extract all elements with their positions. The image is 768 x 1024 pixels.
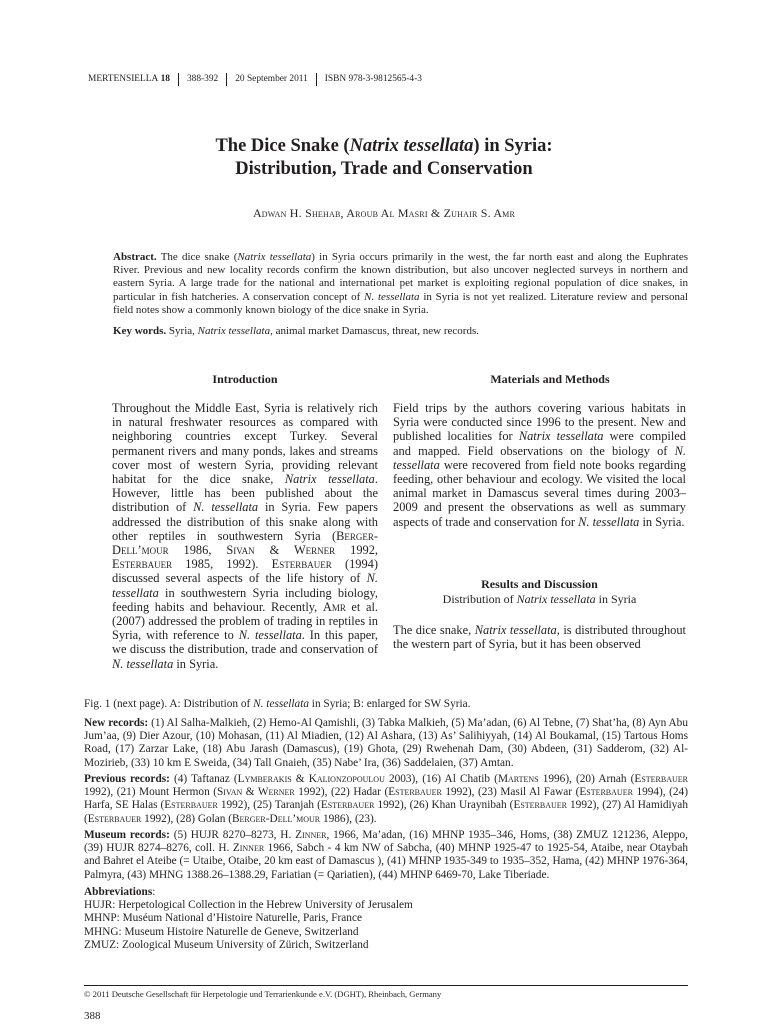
section-heading-results: Results and Discussion bbox=[481, 577, 598, 591]
keywords bbox=[113, 325, 688, 338]
species-name: Natrix tessellata bbox=[237, 251, 312, 263]
citation-author: Berger-Dell’mour bbox=[232, 812, 321, 825]
citation-author: Esterbauer bbox=[271, 557, 332, 572]
body-text: 1985, 1992). bbox=[172, 557, 272, 572]
caption-text: in Syria; B: enlarged for SW Syria. bbox=[308, 698, 471, 710]
species-name: N. tessellata bbox=[238, 628, 302, 643]
collector-name: Zinner bbox=[295, 829, 327, 841]
records-text: 1994), (24) Harfa, SE Halas ( bbox=[84, 786, 688, 812]
species-name: Natrix tessellata bbox=[516, 592, 596, 606]
introduction-paragraph bbox=[112, 401, 378, 671]
records-text: (5) HUJR 8270–8273, H. bbox=[169, 829, 296, 841]
citation-author: Esterbauer bbox=[388, 786, 442, 799]
keywords-text: , animal market Damascus, threat, new records. bbox=[270, 325, 479, 337]
citation-author: Esterbauer bbox=[579, 786, 633, 799]
body-text: in Syria. Few papers addressed the distribution of this snake along with other reptiles in southwestern Syria ( bbox=[112, 500, 379, 543]
abstract bbox=[113, 251, 688, 317]
species-name: Natrix tessellata bbox=[518, 429, 604, 444]
author-list: Adwan H. Shehab, Aroub Al Masri & Zuhair S. Amr bbox=[252, 206, 516, 220]
new-records-text: (1) Al Salha-Malkieh, (2) Hemo-Al Qamishli, (3) Tabka Malkieh, (5) Ma’adan, (6) Al Tebne, (7) Shat’ha, (8) Ayn Abu Jum’aa, (9) Dier Azour, (10) Mohasan, (11) Al Miadien, (12) Al Ashara, (13) As’ Salihiyyah, (14) Al Boukamal, (15) Tartous Homs Road, (17) Zarzar Lake, (18) Abu Jarash (Damascus), (19) Ghota, (29) Rwehenah Dam, (30) Abdeen, (31) Sadderom, (32) Al-Mozirieb, (33) 10 km E Sweida, (34) Tall Gnaieh, (35) Nabe’ Ira, (36) Saddelaien, (37) Amtan. bbox=[84, 717, 688, 769]
museum-records-list bbox=[84, 829, 688, 882]
keywords-text: Syria, bbox=[166, 325, 198, 337]
records-text: , 1966, Ma’adan, (16) MHNP 1935–346, Homs, (38) ZMUZ 121236, Aleppo, (39) HUJR 8274–8276, coll. H. bbox=[84, 829, 689, 855]
title-text: ) in Syria: bbox=[473, 136, 553, 156]
records-text: 1996), (20) Arnah ( bbox=[538, 773, 635, 785]
records-text: 1986), (23). bbox=[320, 812, 377, 825]
species-name: N. tessellata bbox=[393, 443, 686, 472]
subheading-text: in Syria bbox=[595, 592, 637, 606]
page-range: 388-392 bbox=[186, 74, 219, 84]
records-text: 1992), (22) Hadar ( bbox=[294, 786, 389, 799]
species-name: N. tessellata bbox=[112, 656, 174, 671]
collector-name: Zinner bbox=[232, 842, 265, 855]
records-text: 2003), (16) Al Chatib ( bbox=[384, 773, 498, 785]
species-name: N. tessellata bbox=[253, 698, 309, 710]
section-heading-methods: Materials and Methods bbox=[490, 372, 610, 386]
body-text: 1986, bbox=[168, 543, 227, 558]
species-name: N. tessellata bbox=[112, 571, 378, 600]
body-text: . In this paper, we discuss the distribution, trade and conservation of bbox=[112, 628, 378, 657]
isbn: ISBN 978-3-9812565-4-3 bbox=[324, 74, 422, 84]
abbreviations-heading bbox=[84, 886, 688, 899]
figure-caption bbox=[84, 698, 688, 711]
section-heading-introduction: Introduction bbox=[212, 372, 278, 386]
body-text: Field trips by the authors covering various habitats in Syria were conducted since 1996 to the present. New and published localities for bbox=[393, 401, 686, 444]
abbreviations-label: Abbreviations bbox=[84, 886, 153, 898]
body-text: were compiled and mapped. Field observations on the biology of bbox=[393, 429, 686, 458]
records-text: 1992), (21) Mount Hermon ( bbox=[84, 786, 217, 799]
results-paragraph bbox=[393, 623, 686, 651]
body-text: in southwestern Syria including biology, feeding habits and behaviour. Recently, bbox=[112, 585, 378, 614]
abstract-label: Abstract. bbox=[113, 251, 157, 263]
records-text: (4) Taftanaz ( bbox=[169, 773, 238, 785]
body-text: in Syria. bbox=[173, 656, 219, 671]
methods-paragraph bbox=[393, 401, 686, 529]
keywords-label: Key words. bbox=[113, 325, 167, 337]
citation-author: Lymberakis & Kalionzopoulou bbox=[237, 773, 385, 785]
body-text: were recovered from field note books regarding feeding, other behaviour and ecology. We visited the local animal market in Damascus several times during 2003–2009 and present the observations as well as summary aspects of trade and conservation for bbox=[393, 457, 686, 529]
new-records-list bbox=[84, 717, 688, 770]
species-name: Natrix tessellata bbox=[474, 623, 557, 637]
body-text: et al. (2007) addressed the problem of trading in reptiles in Syria, with reference to bbox=[112, 599, 378, 643]
new-records-label: New records: bbox=[84, 717, 149, 729]
species-name: N. tessellata bbox=[193, 500, 259, 515]
citation-author: Esterbauer bbox=[634, 773, 688, 785]
title-line-2: Distribution, Trade and Conservation bbox=[235, 159, 533, 179]
citation-author: Berger-Dell’mour bbox=[112, 528, 378, 558]
citation-author: Esterbauer bbox=[164, 799, 218, 812]
header-divider bbox=[178, 73, 179, 86]
records-text: 1992), (26) Khan Uraynibah ( bbox=[374, 799, 514, 812]
citation-author: Martens bbox=[497, 773, 539, 785]
species-name: N. tessellata bbox=[364, 290, 420, 303]
body-text: (1994) discussed several aspects of the life history of bbox=[112, 557, 378, 586]
abbreviations-colon: : bbox=[152, 886, 156, 898]
records-text: 1966, Sabch - 4 km NW of Sabcha, (40) MHNP 1925-47 to 1925-54, Ataibe, near Otaybah and Bahret el Ateibe (= Utaibe, Otaibe, 20 km east of Damascus ), (41) MHNP 1935-349 to 1935–352, Hama, (42) MHNP 1976-364, Palmyra, (43) MHNG 1388.26–1388.29, Fariatian (= Qariatien), (44) MHNP 6469-70, Lake Tiberiade. bbox=[84, 842, 688, 881]
header-divider bbox=[316, 73, 317, 86]
abbreviation-item: ZMUZ: Zoological Museum University of Zürich, Switzerland bbox=[84, 938, 369, 951]
abbreviation-item: MHNP: Muséum National d’Histoire Naturelle, Paris, France bbox=[84, 912, 362, 925]
body-text: 1992, bbox=[335, 543, 378, 558]
citation-author: Sivan & Werner bbox=[226, 543, 336, 558]
citation-author: Esterbauer bbox=[112, 557, 173, 572]
citation-author: Esterbauer bbox=[87, 812, 142, 825]
abstract-text: in Syria is not yet realized. Literature review and personal field notes show a commonly known biology of the dice snake in Syria. bbox=[113, 290, 688, 316]
publication-date: 20 September 2011 bbox=[235, 74, 308, 84]
body-text: The dice snake, bbox=[393, 623, 475, 637]
abstract-text: The dice snake ( bbox=[156, 251, 238, 263]
header-divider bbox=[226, 73, 227, 86]
body-text: . However, little has been published about the distribution of bbox=[112, 472, 378, 515]
museum-records-label: Museum records: bbox=[84, 829, 170, 841]
subsection-heading-distribution bbox=[393, 592, 686, 607]
body-text: , is distributed throughout the western part of Syria, but it has been observed bbox=[393, 623, 686, 652]
caption-text: Fig. 1 (next page). A: Distribution of bbox=[84, 698, 254, 710]
records-text: 1992), (23) Masil Al Fawar ( bbox=[441, 786, 580, 799]
page-number: 388 bbox=[84, 1010, 101, 1022]
title-species: Natrix tessellata bbox=[349, 136, 474, 156]
copyright-notice: © 2011 Deutsche Gesellschaft für Herpetologie und Terrarienkunde e.V. (DGHT), Rheinbach, Germany bbox=[84, 989, 442, 999]
citation-author: Amr bbox=[322, 599, 346, 614]
title-text: The Dice Snake ( bbox=[215, 136, 350, 156]
species-name: Natrix tessellata bbox=[197, 325, 271, 337]
body-text: in Syria. bbox=[639, 514, 685, 529]
volume-number: 18 bbox=[160, 74, 170, 84]
citation-author: Esterbauer bbox=[320, 799, 375, 812]
species-name: N. tessellata bbox=[578, 514, 640, 529]
previous-records-label: Previous records: bbox=[84, 773, 170, 785]
body-text: Throughout the Middle East, Syria is relatively rich in natural freshwater resources as compared with neighboring countries except Turkey. Several permanent rivers and many ponds, lakes and streams cover most of western Syria, providing relevant habitat for the dice snake, bbox=[112, 401, 378, 487]
records-text: 1992), (28) Golan ( bbox=[141, 812, 233, 825]
species-name: Natrix tessellata bbox=[284, 472, 375, 487]
records-text: 1992), (27) Al Hamidiyah ( bbox=[84, 799, 688, 825]
running-header bbox=[88, 72, 688, 86]
citation-author: Esterbauer bbox=[513, 799, 568, 812]
subheading-text: Distribution of bbox=[442, 592, 517, 606]
previous-records-list bbox=[84, 773, 688, 826]
citation-author: Sivan & Werner bbox=[217, 786, 295, 799]
journal-name: MERTENSIELLA bbox=[88, 74, 159, 84]
footer-divider bbox=[84, 985, 688, 986]
abbreviation-item: HUJR: Herpetological Collection in the Hebrew University of Jerusalem bbox=[84, 899, 413, 912]
abbreviation-item: MHNG: Museum Histoire Naturelle de Geneve, Switzerland bbox=[84, 925, 359, 938]
abbreviations-list bbox=[84, 886, 688, 952]
records-text: 1992), (25) Taranjah ( bbox=[217, 799, 321, 812]
article-title bbox=[84, 135, 684, 181]
abstract-text: ) in Syria occurs primarily in the west, the far north east and along the Euphrates River. Previous and new locality records confirm the known distribution, but also uncover neglected surveys in northern and eastern Syria. A large trade for the national and international pet market is exploiting regional population of dice snakes, in particular in fish hatcheries. A conservation concept of bbox=[113, 251, 688, 303]
